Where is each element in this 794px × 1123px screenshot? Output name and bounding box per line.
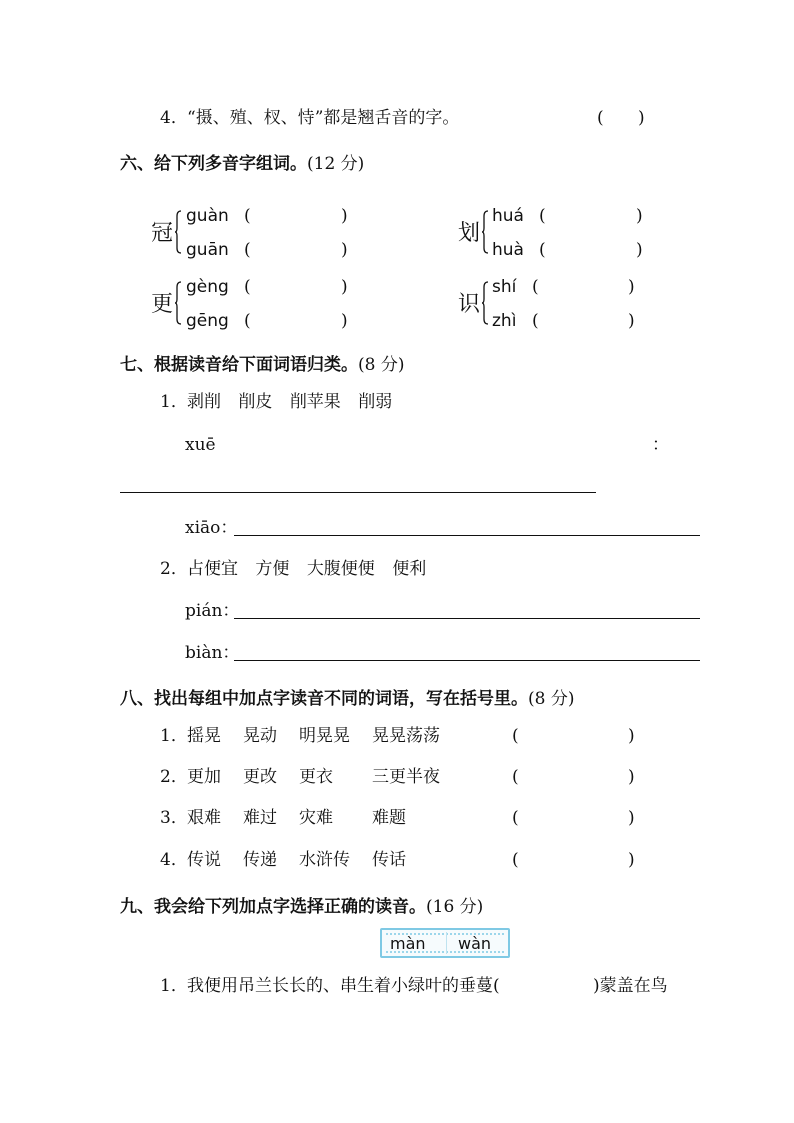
question-item-text: “摄、殖、杈、恃”都是翘舌音的字。 bbox=[187, 108, 460, 128]
pinyin-option-box bbox=[380, 928, 510, 958]
answer-line[interactable] bbox=[234, 535, 700, 536]
word: 传说 bbox=[187, 850, 221, 870]
polyphone-char: 更 bbox=[151, 292, 174, 317]
question-item-number: 2． bbox=[160, 559, 188, 579]
brace-icon bbox=[482, 281, 489, 325]
question-item-number: 4． bbox=[160, 108, 188, 128]
pinyin-reading: guān bbox=[186, 240, 229, 260]
section-nine-title: 九、我会给下列加点字选择正确的读音。 bbox=[120, 897, 426, 917]
section-eight-heading bbox=[120, 684, 574, 709]
polyphone-char: 识 bbox=[458, 292, 481, 317]
answer-paren-open: ( bbox=[244, 277, 251, 297]
word: 削弱 bbox=[358, 392, 393, 412]
pinyin-option: wàn bbox=[458, 934, 492, 953]
word: 更改 bbox=[243, 767, 277, 787]
section-six-heading bbox=[120, 149, 364, 174]
polyphone-char: 划 bbox=[458, 221, 481, 246]
word: 大腹便便 bbox=[306, 559, 375, 579]
word-list bbox=[187, 392, 392, 412]
answer-paren-open: ( bbox=[244, 240, 251, 260]
answer-paren-open: ( bbox=[532, 277, 539, 297]
pinyin-reading: gēng bbox=[186, 311, 229, 331]
answer-paren-close: ) bbox=[628, 767, 635, 787]
answer-paren-open: ( bbox=[512, 850, 519, 870]
pinyin-reading: huà bbox=[492, 240, 524, 260]
answer-paren-close: ) bbox=[341, 277, 348, 297]
word: 摇晃 bbox=[187, 726, 221, 746]
answer-paren-close: ) bbox=[628, 311, 635, 331]
answer-paren-open: ( bbox=[539, 240, 546, 260]
answer-paren-close: ) bbox=[341, 206, 348, 226]
word: 方便 bbox=[255, 559, 290, 579]
word: 明晃晃 bbox=[299, 726, 350, 746]
brace-icon bbox=[175, 210, 182, 254]
answer-line[interactable] bbox=[120, 492, 596, 493]
question-text-after: )蒙盖在鸟 bbox=[593, 976, 668, 996]
word: 剥削 bbox=[187, 392, 221, 412]
word-list bbox=[187, 559, 426, 579]
question-text-before: 我便用吊兰长长的、串生着小绿叶的垂蔓( bbox=[187, 976, 500, 996]
word: 灾难 bbox=[299, 808, 333, 828]
pinyin-reading: huá bbox=[492, 206, 524, 226]
answer-paren-close: ) bbox=[628, 850, 635, 870]
answer-paren-close: ) bbox=[636, 206, 643, 226]
question-item-number: 1． bbox=[160, 392, 188, 412]
section-eight-score: (8 分) bbox=[528, 689, 575, 709]
pinyin-reading: gèng bbox=[186, 277, 229, 297]
section-eight-title: 八、找出每组中加点字读音不同的词语，写在括号里。 bbox=[120, 689, 528, 709]
brace-icon bbox=[175, 281, 182, 325]
reading-label: biàn： bbox=[185, 643, 240, 663]
answer-line[interactable] bbox=[234, 618, 700, 619]
answer-paren-open: ( bbox=[512, 767, 519, 787]
pinyin-option: màn bbox=[390, 934, 426, 953]
word: 传话 bbox=[372, 850, 406, 870]
word: 更衣 bbox=[299, 767, 333, 787]
question-item-number: 3． bbox=[160, 808, 188, 828]
section-six-score: (12 分) bbox=[307, 154, 365, 174]
reading-label: xuē bbox=[185, 435, 216, 455]
section-nine-heading bbox=[120, 892, 483, 917]
word: 更加 bbox=[187, 767, 221, 787]
section-seven-heading bbox=[120, 350, 404, 375]
reading-colon: ： bbox=[652, 435, 669, 455]
answer-paren-close: ) bbox=[638, 108, 645, 128]
word: 晃动 bbox=[243, 726, 277, 746]
question-item-number: 2． bbox=[160, 767, 188, 787]
reading-label: xiāo： bbox=[185, 518, 238, 538]
answer-paren-close: ) bbox=[341, 311, 348, 331]
pinyin-reading: guàn bbox=[186, 206, 229, 226]
answer-paren-open: ( bbox=[244, 206, 251, 226]
answer-line[interactable] bbox=[234, 660, 700, 661]
question-item-number: 4． bbox=[160, 850, 188, 870]
pinyin-reading: zhì bbox=[492, 311, 517, 331]
answer-paren-close: ) bbox=[341, 240, 348, 260]
reading-label: pián： bbox=[185, 601, 240, 621]
answer-paren-close: ) bbox=[628, 808, 635, 828]
answer-paren-close: ) bbox=[628, 277, 635, 297]
answer-paren-open: ( bbox=[597, 108, 604, 128]
word: 三更半夜 bbox=[372, 767, 440, 787]
word: 水浒传 bbox=[299, 850, 350, 870]
answer-paren-open: ( bbox=[512, 808, 519, 828]
brace-icon bbox=[482, 210, 489, 254]
answer-paren-open: ( bbox=[244, 311, 251, 331]
pinyin-box-divider bbox=[446, 932, 447, 954]
section-six-title: 六、给下列多音字组词。 bbox=[120, 154, 307, 174]
word: 传递 bbox=[243, 850, 277, 870]
word: 削皮 bbox=[238, 392, 273, 412]
question-item-number: 1． bbox=[160, 726, 188, 746]
answer-paren-open: ( bbox=[512, 726, 519, 746]
word: 占便宜 bbox=[187, 559, 238, 579]
answer-paren-close: ) bbox=[636, 240, 643, 260]
section-nine-score: (16 分) bbox=[426, 897, 484, 917]
word: 晃晃荡荡 bbox=[372, 726, 440, 746]
question-item-number: 1． bbox=[160, 976, 188, 996]
answer-paren-close: ) bbox=[628, 726, 635, 746]
word: 艰难 bbox=[187, 808, 221, 828]
word: 难过 bbox=[243, 808, 277, 828]
pinyin-reading: shí bbox=[492, 277, 517, 297]
word: 便利 bbox=[392, 559, 427, 579]
answer-paren-open: ( bbox=[532, 311, 539, 331]
section-seven-score: (8 分) bbox=[358, 355, 405, 375]
polyphone-char: 冠 bbox=[151, 221, 174, 246]
answer-paren-open: ( bbox=[539, 206, 546, 226]
section-seven-title: 七、根据读音给下面词语归类。 bbox=[120, 355, 358, 375]
word: 难题 bbox=[372, 808, 406, 828]
word: 削苹果 bbox=[289, 392, 341, 412]
